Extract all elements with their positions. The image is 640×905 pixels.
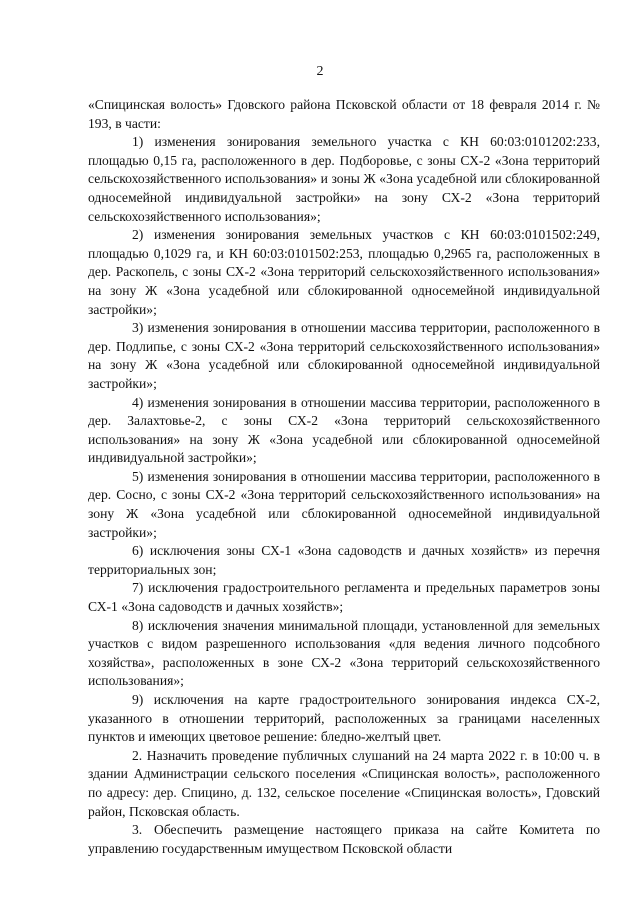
sub-item-7: 7) исключения градостроительного регламента и предельных параметров зоны СХ-1 «Зона садоводств и дачных хозяйств»; <box>88 580 600 615</box>
main-item-2: 2. Назначить проведение публичных слушаний на 24 марта 2022 г. в 10:00 ч. в здании Администрации сельского поселения «Спицинская волость», расположенного по адресу: дер. Спицино, д. 132, сельское поселение «Спицинская волость», Гдовский район, Псковская область. <box>88 747 600 819</box>
sub-item-5: 5) изменения зонирования в отношении массива территории, расположенного в дер. Сосно, с зоны СХ-2 «Зона территорий сельскохозяйственного использования» на зону Ж «Зона усадебной или сблокированной односемейной индивидуальной застройки»; <box>88 468 600 540</box>
intro-paragraph: «Спицинская волость» Гдовского района Псковской области от 18 февраля 2014 г. № 193, в части: <box>88 97 600 131</box>
sub-item-9: 9) исключения на карте градостроительного зонирования индекса СХ-2, указанного в отношении территорий, расположенных за границами населенных пунктов и имеющих цветовое решение: бледно-желтый цвет. <box>88 692 600 745</box>
main-item-3: 3. Обеспечить размещение настоящего приказа на сайте Комитета по управлению государственным имуществом Псковской области <box>88 822 600 856</box>
sub-item-1: 1) изменения зонирования земельного участка с КН 60:03:0101202:233, площадью 0,15 га, расположенного в дер. Подборовье, с зоны СХ-2 «Зона территорий сельскохозяйственного использования» и зоны Ж «Зона усадебной или сблокированной односемейной индивидуальной застройки» на зону СХ-2 «Зона территорий сельскохозяйственного использования»; <box>88 134 600 224</box>
page-number: 2 <box>316 64 324 79</box>
document-body <box>88 96 600 858</box>
sub-item-8: 8) исключения значения минимальной площади, установленной для земельных участков с видом разрешенного использования «для ведения личного подсобного хозяйства», расположенных в зоне СХ-2 «Зона территорий сельскохозяйственного использования»; <box>88 617 600 689</box>
sub-item-2: 2) изменения зонирования земельных участков с КН 60:03:0101502:249, площадью 0,1029 га, и КН 60:03:0101502:253, площадью 0,2965 га, расположенных в дер. Раскопель, с зоны СХ-2 «Зона территорий сельскохозяйственного использования» на зону Ж «Зона усадебной или сблокированной односемейной индивидуальной застройки»; <box>88 227 600 317</box>
sub-item-6: 6) исключения зоны СХ-1 «Зона садоводств и дачных хозяйств» из перечня территориальных зон; <box>88 543 600 577</box>
sub-item-4: 4) изменения зонирования в отношении массива территории, расположенного в дер. Залахтовье-2, с зоны СХ-2 «Зона территорий сельскохозяйственного использования» на зону Ж «Зона усадебной или сблокированной односемейной индивидуальной застройки»; <box>88 394 600 466</box>
sub-item-3: 3) изменения зонирования в отношении массива территории, расположенного в дер. Подлипье, с зоны СХ-2 «Зона территорий сельскохозяйственного использования» на зону Ж «Зона усадебной или сблокированной односемейной индивидуальной застройки»; <box>88 320 600 391</box>
